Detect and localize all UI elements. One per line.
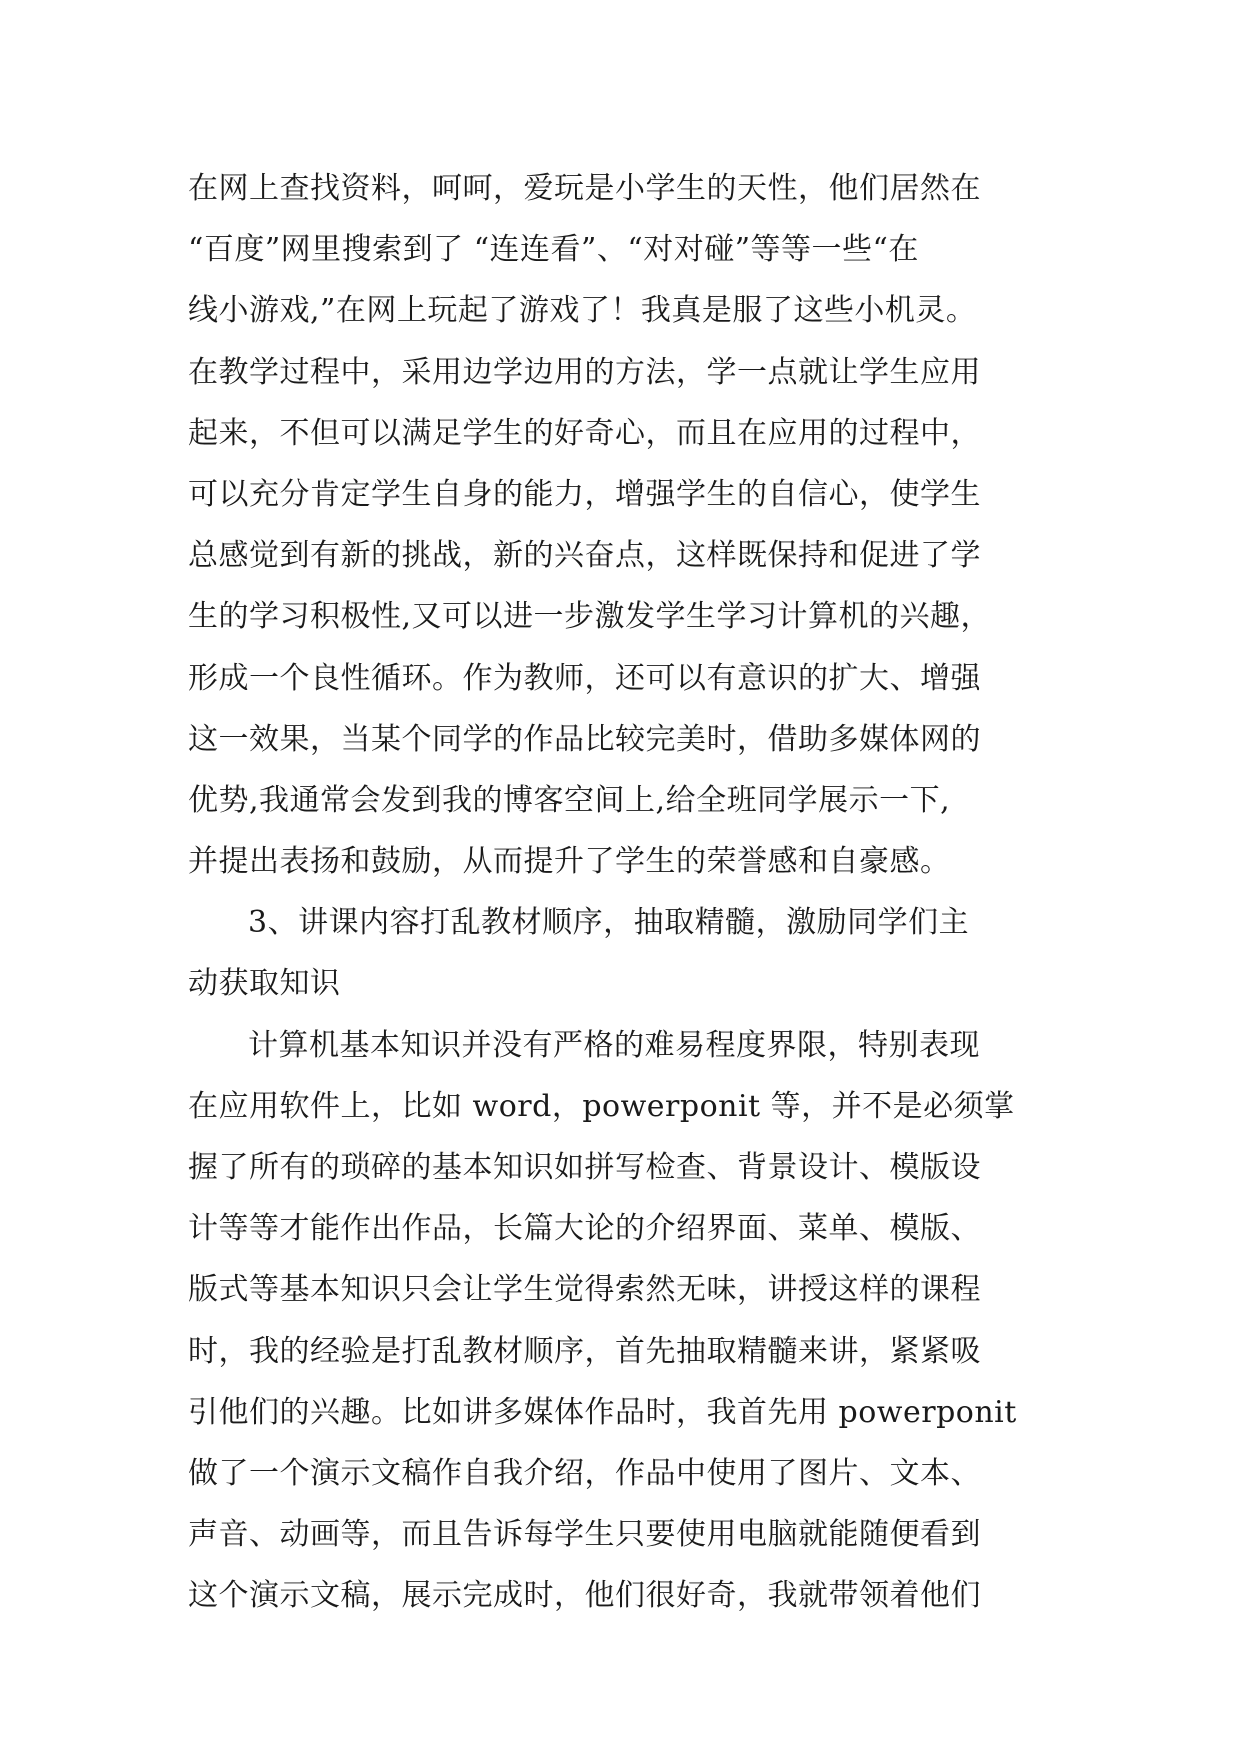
section-heading-line: 3、讲课内容打乱教材顺序，抽取精髓，激励同学们主 <box>248 905 970 941</box>
text-line: “百度”网里搜索到了 “连连看”、“对对碰”等等一些“在 <box>188 232 919 268</box>
text-line: 计等等才能作出作品，长篇大论的介绍界面、菜单、模版、 <box>188 1211 981 1247</box>
text-line: 这个演示文稿，展示完成时，他们很好奇，我就带领着他们 <box>188 1578 981 1614</box>
text-line: 握了所有的琐碎的基本知识如拼写检查、背景设计、模版设 <box>188 1150 981 1185</box>
text-line: 在网上查找资料，呵呵，爱玩是小学生的天性，他们居然在 <box>188 171 981 206</box>
text-line: 生的学习积极性,又可以进一步激发学生学习计算机的兴趣， <box>188 599 992 635</box>
text-line: 并提出表扬和鼓励，从而提升了学生的荣誉感和自豪感。 <box>188 844 951 880</box>
document-body <box>188 158 1068 1627</box>
text-line: 计算机基本知识并没有严格的难易程度界限，特别表现 <box>248 1027 980 1063</box>
text-line: 形成一个良性循环。作为教师，还可以有意识的扩大、增强 <box>188 660 981 696</box>
text-line: 声音、动画等，而且告诉每学生只要使用电脑就能随便看到 <box>188 1517 981 1553</box>
text-line: 这一效果，当某个同学的作品比较完美时，借助多媒体网的 <box>188 721 981 757</box>
text-line: 版式等基本知识只会让学生觉得索然无味，讲授这样的课程 <box>188 1272 981 1308</box>
text-line: 时，我的经验是打乱教材顺序，首先抽取精髓来讲，紧紧吸 <box>188 1333 981 1369</box>
text-line: 起来，不但可以满足学生的好奇心，而且在应用的过程中， <box>188 415 981 451</box>
text-line: 可以充分肯定学生自身的能力，增强学生的自信心，使学生 <box>188 476 981 512</box>
text-line: 在应用软件上，比如 word，powerponit 等，并不是必须掌 <box>188 1088 1015 1124</box>
text-line: 引他们的兴趣。比如讲多媒体作品时，我首先用 powerponit <box>188 1394 1017 1430</box>
text-line: 在教学过程中，采用边学边用的方法，学一点就让学生应用 <box>188 354 981 390</box>
text-line: 做了一个演示文稿作自我介绍，作品中使用了图片、文本、 <box>188 1455 981 1491</box>
text-line: 线小游戏,”在网上玩起了游戏了！我真是服了这些小机灵。 <box>188 293 977 329</box>
section-heading-line: 动获取知识 <box>188 966 341 1002</box>
text-line: 优势,我通常会发到我的博客空间上,给全班同学展示一下, <box>188 782 951 818</box>
text-line: 总感觉到有新的挑战，新的兴奋点，这样既保持和促进了学 <box>188 538 981 574</box>
